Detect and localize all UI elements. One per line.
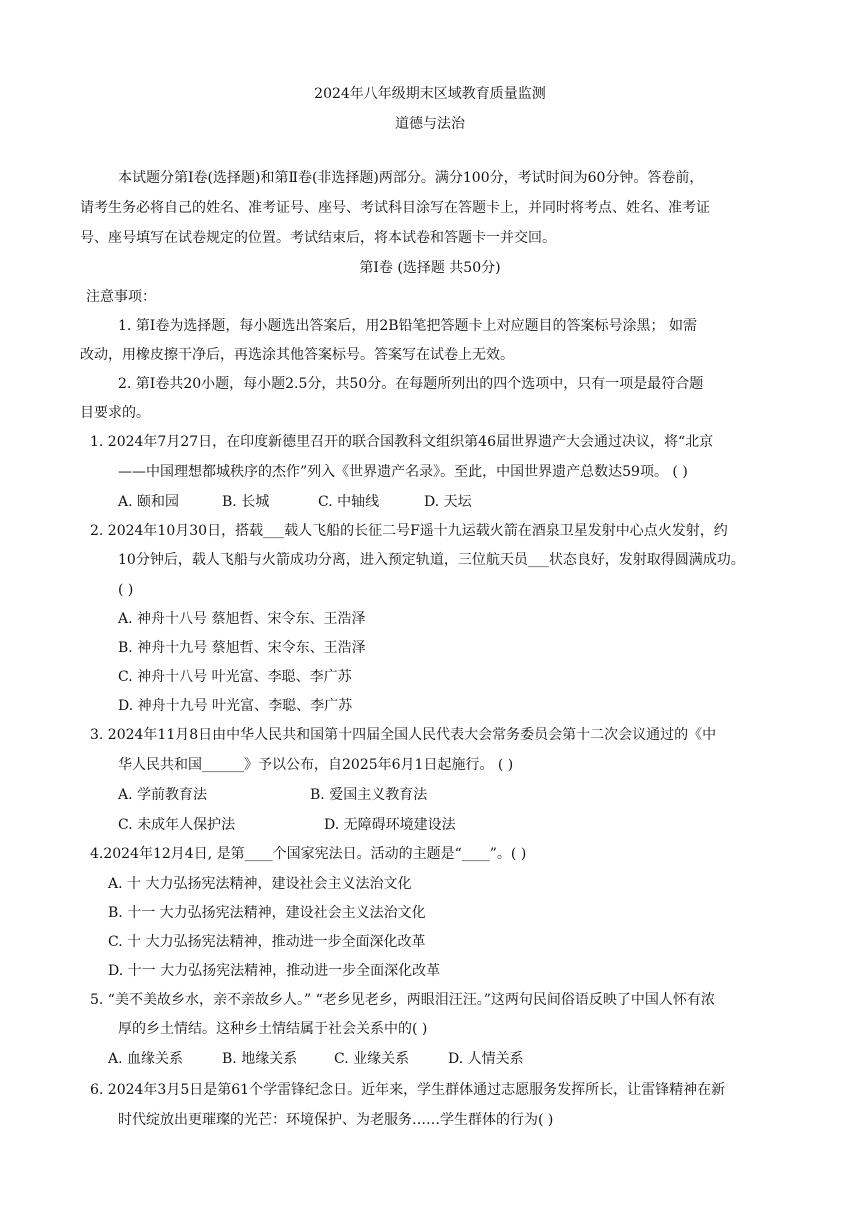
q3-option-b: B. 爱国主义教育法 [310,787,428,803]
q5-option-b: B. 地缘关系 [222,1051,298,1067]
q1-option-c: C. 中轴线 [318,494,380,510]
q2-option-c: C. 神舟十八号 叶光富、李聪、李广苏 [118,669,352,685]
q2-line-1: 2. 2024年10月30日，搭载___载人飞船的长征二号F遥十九运载火箭在酒泉卫星发射中心点火发射，约 [90,523,728,539]
q5-line-2: 厚的乡土情结。这种乡土情结属于社会关系中的( ) [118,1021,428,1037]
note2-line-1: 2. 第Ⅰ卷共20小题，每小题2.5分，共50分。在每题所列出的四个选项中，只有一项是最符合题 [118,376,704,392]
q3-option-a: A. 学前教育法 [118,787,208,803]
note2-line-2: 目要求的。 [80,405,150,421]
intro-line-1: 本试题分第Ⅰ卷(选择题)和第Ⅱ卷(非选择题)两部分。满分100分，考试时间为60分钟。答卷前， [118,170,704,186]
q3-option-d: D. 无障碍环境建设法 [324,817,456,833]
q5-option-a: A. 血缘关系 [108,1051,184,1067]
q4-option-b: B. 十一 大力弘扬宪法精神，建设社会主义法治文化 [108,905,426,921]
q2-line-2: 10分钟后，载人飞船与火箭成功分离，进入预定轨道，三位航天员___状态良好，发射取得圆满成功。 [118,552,745,568]
q1-line-1: 1. 2024年7月27日，在印度新德里召开的联合国教科文组织第46届世界遗产大会通过决议，将“北京 [90,434,714,450]
q5-line-1: 5. “美不美故乡水，亲不亲故乡人。” “老乡见老乡，两眼泪汪汪。”这两句民间俗语反映了中国人怀有浓 [90,992,715,1008]
q1-option-b: B. 长城 [222,494,270,510]
q6-line-1: 6. 2024年3月5日是第61个学雷锋纪念日。近年来，学生群体通过志愿服务发挥所长，让雷锋精神在新 [90,1082,726,1098]
note1-line-1: 1. 第Ⅰ卷为选择题，每小题选出答案后，用2B铅笔把答题卡上对应题目的答案标号涂黑； 如需 [118,318,697,334]
intro-line-2: 请考生务必将自己的姓名、准考证号、座号、考试科目涂写在答题卡上，并同时将考点、姓名、准考证 [80,200,710,216]
q1-option-d: D. 天坛 [424,494,472,510]
q1-line-2: ——中国理想都城秩序的杰作”列入《世界遗产名录》。至此，中国世界遗产总数达59项。 ( ) [118,464,688,480]
q2-option-a: A. 神舟十八号 蔡旭哲、宋令东、王浩泽 [118,611,366,627]
q5-option-c: C. 业缘关系 [334,1051,410,1067]
q4-option-d: D. 十一 大力弘扬宪法精神，推动进一步全面深化改革 [108,963,441,979]
subject-title: 道德与法治 [395,116,465,132]
note1-line-2: 改动，用橡皮擦干净后，再选涂其他答案标号。答案写在试卷上无效。 [80,347,514,363]
exam-title: 2024年八年级期末区域教育质量监测 [314,86,546,102]
q2-option-d: D. 神舟十九号 叶光富、李聪、李广苏 [118,698,353,714]
q3-line-1: 3. 2024年11月8日由中华人民共和国第十四届全国人民代表大会常务委员会第十二次会议通过的《中 [90,727,717,743]
intro-line-3: 号、座号填写在试卷规定的位置。考试结束后，将本试卷和答题卡一并交回。 [80,230,556,246]
q4-line-1: 4.2024年12月4日, 是第____个国家宪法日。活动的主题是“____”。( ) [90,846,527,862]
part1-heading: 第Ⅰ卷 (选择题 共50分) [359,260,501,276]
q4-option-a: A. 十 大力弘扬宪法精神，建设社会主义法治文化 [108,876,412,892]
q1-option-a: A. 颐和园 [118,494,180,510]
q5-option-d: D. 人情关系 [448,1051,524,1067]
q3-option-c: C. 未成年人保护法 [118,817,236,833]
q6-line-2: 时代绽放出更璀璨的光芒：环境保护、为老服务……学生群体的行为( ) [118,1112,554,1128]
q2-option-b: B. 神舟十九号 蔡旭哲、宋令东、王浩泽 [118,640,366,656]
q3-line-2: 华人民共和国______》予以公布，自2025年6月1日起施行。 ( ) [118,757,514,773]
notice-label: 注意事项： [86,289,156,305]
q2-line-3: ( ) [118,582,134,598]
q4-option-c: C. 十 大力弘扬宪法精神，推动进一步全面深化改革 [108,934,426,950]
